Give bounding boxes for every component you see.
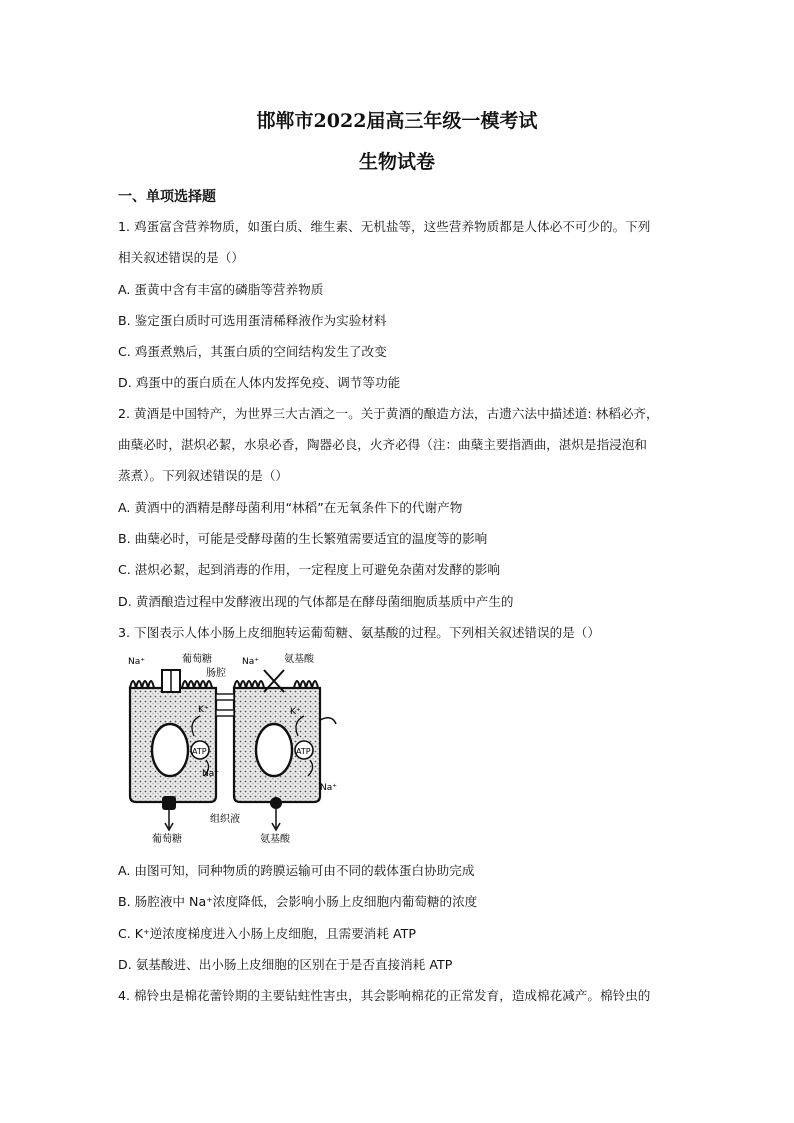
question-3-option-c: C. K⁺逆浓度梯度进入小肠上皮细胞，且需要消耗 ATP xyxy=(118,926,416,941)
label-k-left: K⁺ xyxy=(198,705,209,715)
question-1-option-c: C. 鸡蛋煮熟后，其蛋白质的空间结构发生了改变 xyxy=(118,344,387,359)
question-2-option-c: C. 湛炽必絜，起到消毒的作用，一定程度上可避免杂菌对发酵的影响 xyxy=(118,562,501,577)
label-na-left-out: Na⁺ xyxy=(202,769,219,779)
question-2-stem-line-1: 2. 黄酒是中国特产，为世界三大古酒之一。关于黄酒的酿造方法，古遗六法中描述道: 林稻必齐， xyxy=(118,406,659,421)
question-1-option-d: D. 鸡蛋中的蛋白质在人体内发挥免疫、调节等功能 xyxy=(118,375,401,390)
label-amino-acid-top: 氨基酸 xyxy=(284,654,314,665)
question-3-stem-line-1: 3. 下图表示人体小肠上皮细胞转运葡萄糖、氨基酸的过程。下列相关叙述错误的是（） xyxy=(118,625,600,640)
label-atp-left: ATP xyxy=(192,747,207,756)
question-3-option-a: A. 由图可知，同种物质的跨膜运输可由不同的载体蛋白协助完成 xyxy=(118,863,475,878)
label-amino-acid-bottom: 氨基酸 xyxy=(260,834,290,845)
question-2-option-d: D. 黄酒酿造过程中发酵液出现的气体都是在酵母菌细胞质基质中产生的 xyxy=(118,594,514,609)
label-na-left: Na⁺ xyxy=(128,657,145,667)
tight-junction xyxy=(216,694,234,716)
label-atp-right: ATP xyxy=(296,747,311,756)
question-3-option-d: D. 氨基酸进、出小肠上皮细胞的区别在于是否直接消耗 ATP xyxy=(118,957,453,972)
right-epithelial-cell xyxy=(234,670,336,830)
question-2-option-a: A. 黄酒中的酒精是酵母菌利用“林稻”在无氧条件下的代谢产物 xyxy=(118,500,463,515)
question-2-stem-line-2: 曲蘖必时，湛炽必絜，水泉必香，陶器必良，火齐必得（注：曲蘖主要指酒曲，湛炽是指浸泡和 xyxy=(118,437,647,452)
label-glucose-bottom: 葡萄糖 xyxy=(152,834,182,845)
question-4-stem-line-1: 4. 棉铃虫是棉花蕾铃期的主要钻蛀性害虫，其会影响棉花的正常发育，造成棉花减产。棉铃虫的 xyxy=(118,988,651,1003)
label-na-right-out: Na⁺ xyxy=(320,783,337,793)
question-1-option-b: B. 鉴定蛋白质时可选用蛋清稀释液作为实验材料 xyxy=(118,313,387,328)
question-1-stem-line-2: 相关叙述错误的是（） xyxy=(118,250,244,265)
label-k-right: K⁺ xyxy=(290,707,301,717)
page-subtitle: 生物试卷 xyxy=(358,151,435,173)
question-1-option-a: A. 蛋黄中含有丰富的磷脂等营养物质 xyxy=(118,282,324,297)
label-tissue-fluid: 组织液 xyxy=(210,814,240,825)
question-3-option-b: B. 肠腔液中 Na⁺浓度降低，会影响小肠上皮细胞内葡萄糖的浓度 xyxy=(118,894,478,909)
question-2-option-b: B. 曲蘖必时，可能是受酵母菌的生长繁殖需要适宜的温度等的影响 xyxy=(118,531,488,546)
question-1-stem-line-1: 1. 鸡蛋富含营养物质，如蛋白质、维生素、无机盐等，这些营养物质都是人体必不可少的。下列 xyxy=(118,219,651,234)
label-na-mid: Na⁺ xyxy=(242,657,259,667)
question-2-stem-line-3: 蒸煮）。下列叙述错误的是（） xyxy=(118,468,289,483)
page-title: 邯郸市2022届高三年级一模考试 xyxy=(256,110,538,132)
label-lumen: 肠腔 xyxy=(206,668,226,679)
label-glucose-top: 葡萄糖 xyxy=(182,654,212,665)
cell-transport-figure xyxy=(124,650,344,846)
section-heading: 一、单项选择题 xyxy=(118,189,216,205)
